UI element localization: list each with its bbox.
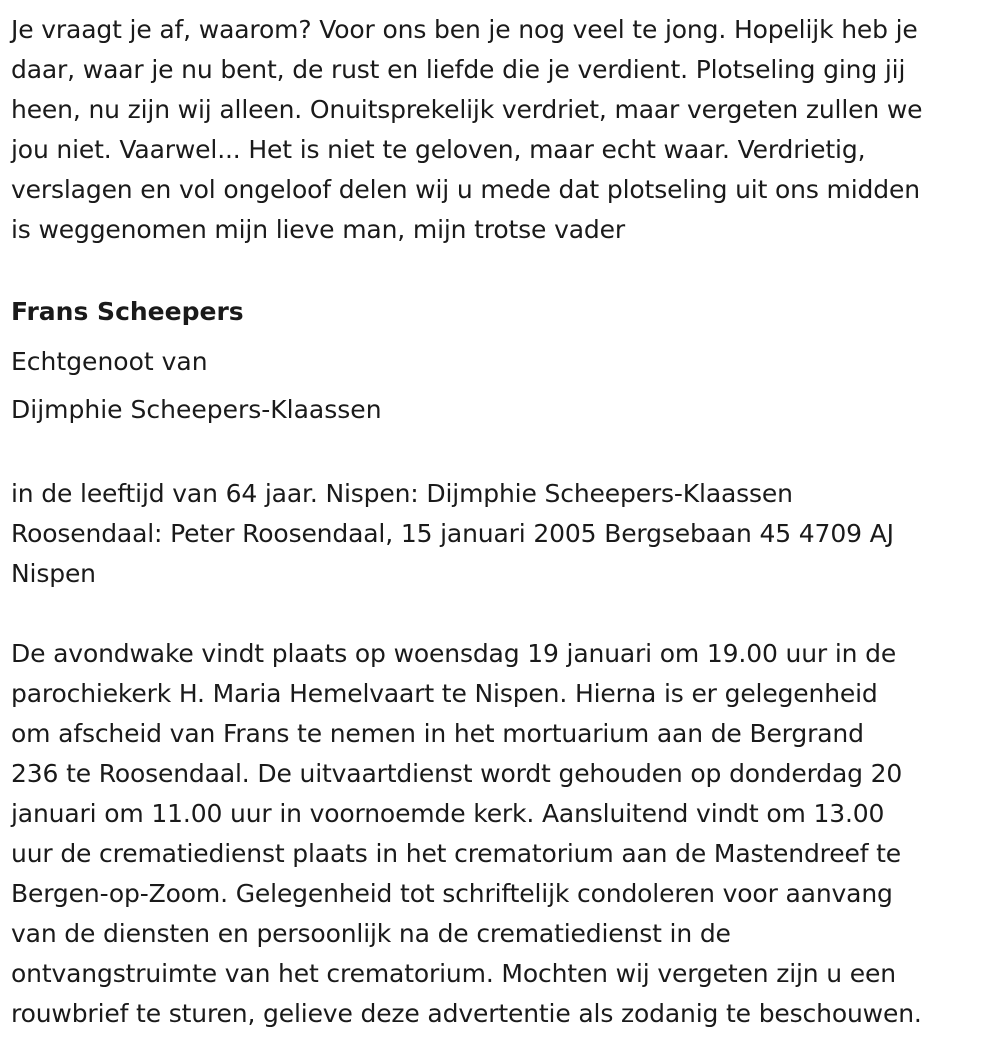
deceased-name: Frans Scheepers xyxy=(11,297,244,326)
intro-line: Je vraagt je af, waarom? Voor ons ben je nog veel te jong. Hopelijk heb je xyxy=(11,15,918,44)
intro-line: verslagen en vol ongeloof delen wij u mede dat plotseling uit ons midden xyxy=(11,175,920,204)
paragraph-spacer xyxy=(11,250,996,290)
details-line: in de leeftijd van 64 jaar. Nispen: Dijmphie Scheepers-Klaassen xyxy=(11,479,793,508)
details-paragraph xyxy=(11,474,996,594)
ceremony-line: Bergen-op-Zoom. Gelegenheid tot schriftelijk condoleren voor aanvang xyxy=(11,879,893,908)
intro-paragraph xyxy=(11,10,996,250)
paragraph-spacer xyxy=(11,434,996,474)
ceremony-line: uur de crematiedienst plaats in het crematorium aan de Mastendreef te xyxy=(11,839,902,868)
ceremony-line: De avondwake vindt plaats op woensdag 19 januari om 19.00 uur in de xyxy=(11,639,897,668)
intro-line: heen, nu zijn wij alleen. Onuitsprekelijk verdriet, maar vergeten zullen we xyxy=(11,95,923,124)
details-line: Nispen xyxy=(11,559,96,588)
ceremony-paragraph xyxy=(11,634,996,1034)
spouse-name: Dijmphie Scheepers-Klaassen xyxy=(11,395,382,424)
intro-line: is weggenomen mijn lieve man, mijn trotse vader xyxy=(11,215,625,244)
ceremony-line: parochiekerk H. Maria Hemelvaart te Nispen. Hierna is er gelegenheid xyxy=(11,679,878,708)
intro-line: daar, waar je nu bent, de rust en liefde die je verdient. Plotseling ging jij xyxy=(11,55,906,84)
ceremony-line: ontvangstruimte van het crematorium. Mochten wij vergeten zijn u een xyxy=(11,959,896,988)
relation-label: Echtgenoot van xyxy=(11,347,208,376)
ceremony-line: rouwbrief te sturen, gelieve deze advertentie als zodanig te beschouwen. xyxy=(11,999,922,1028)
ceremony-line: van de diensten en persoonlijk na de crematiedienst in de xyxy=(11,919,731,948)
intro-line: jou niet. Vaarwel... Het is niet te geloven, maar echt waar. Verdrietig, xyxy=(11,135,866,164)
ceremony-line: om afscheid van Frans te nemen in het mortuarium aan de Bergrand xyxy=(11,719,864,748)
details-line: Roosendaal: Peter Roosendaal, 15 januari 2005 Bergsebaan 45 4709 AJ xyxy=(11,519,894,548)
obituary-document xyxy=(11,10,996,1034)
ceremony-line: 236 te Roosendaal. De uitvaartdienst wordt gehouden op donderdag 20 xyxy=(11,759,903,788)
paragraph-spacer xyxy=(11,594,996,634)
ceremony-line: januari om 11.00 uur in voornoemde kerk. Aansluitend vindt om 13.00 xyxy=(11,799,885,828)
